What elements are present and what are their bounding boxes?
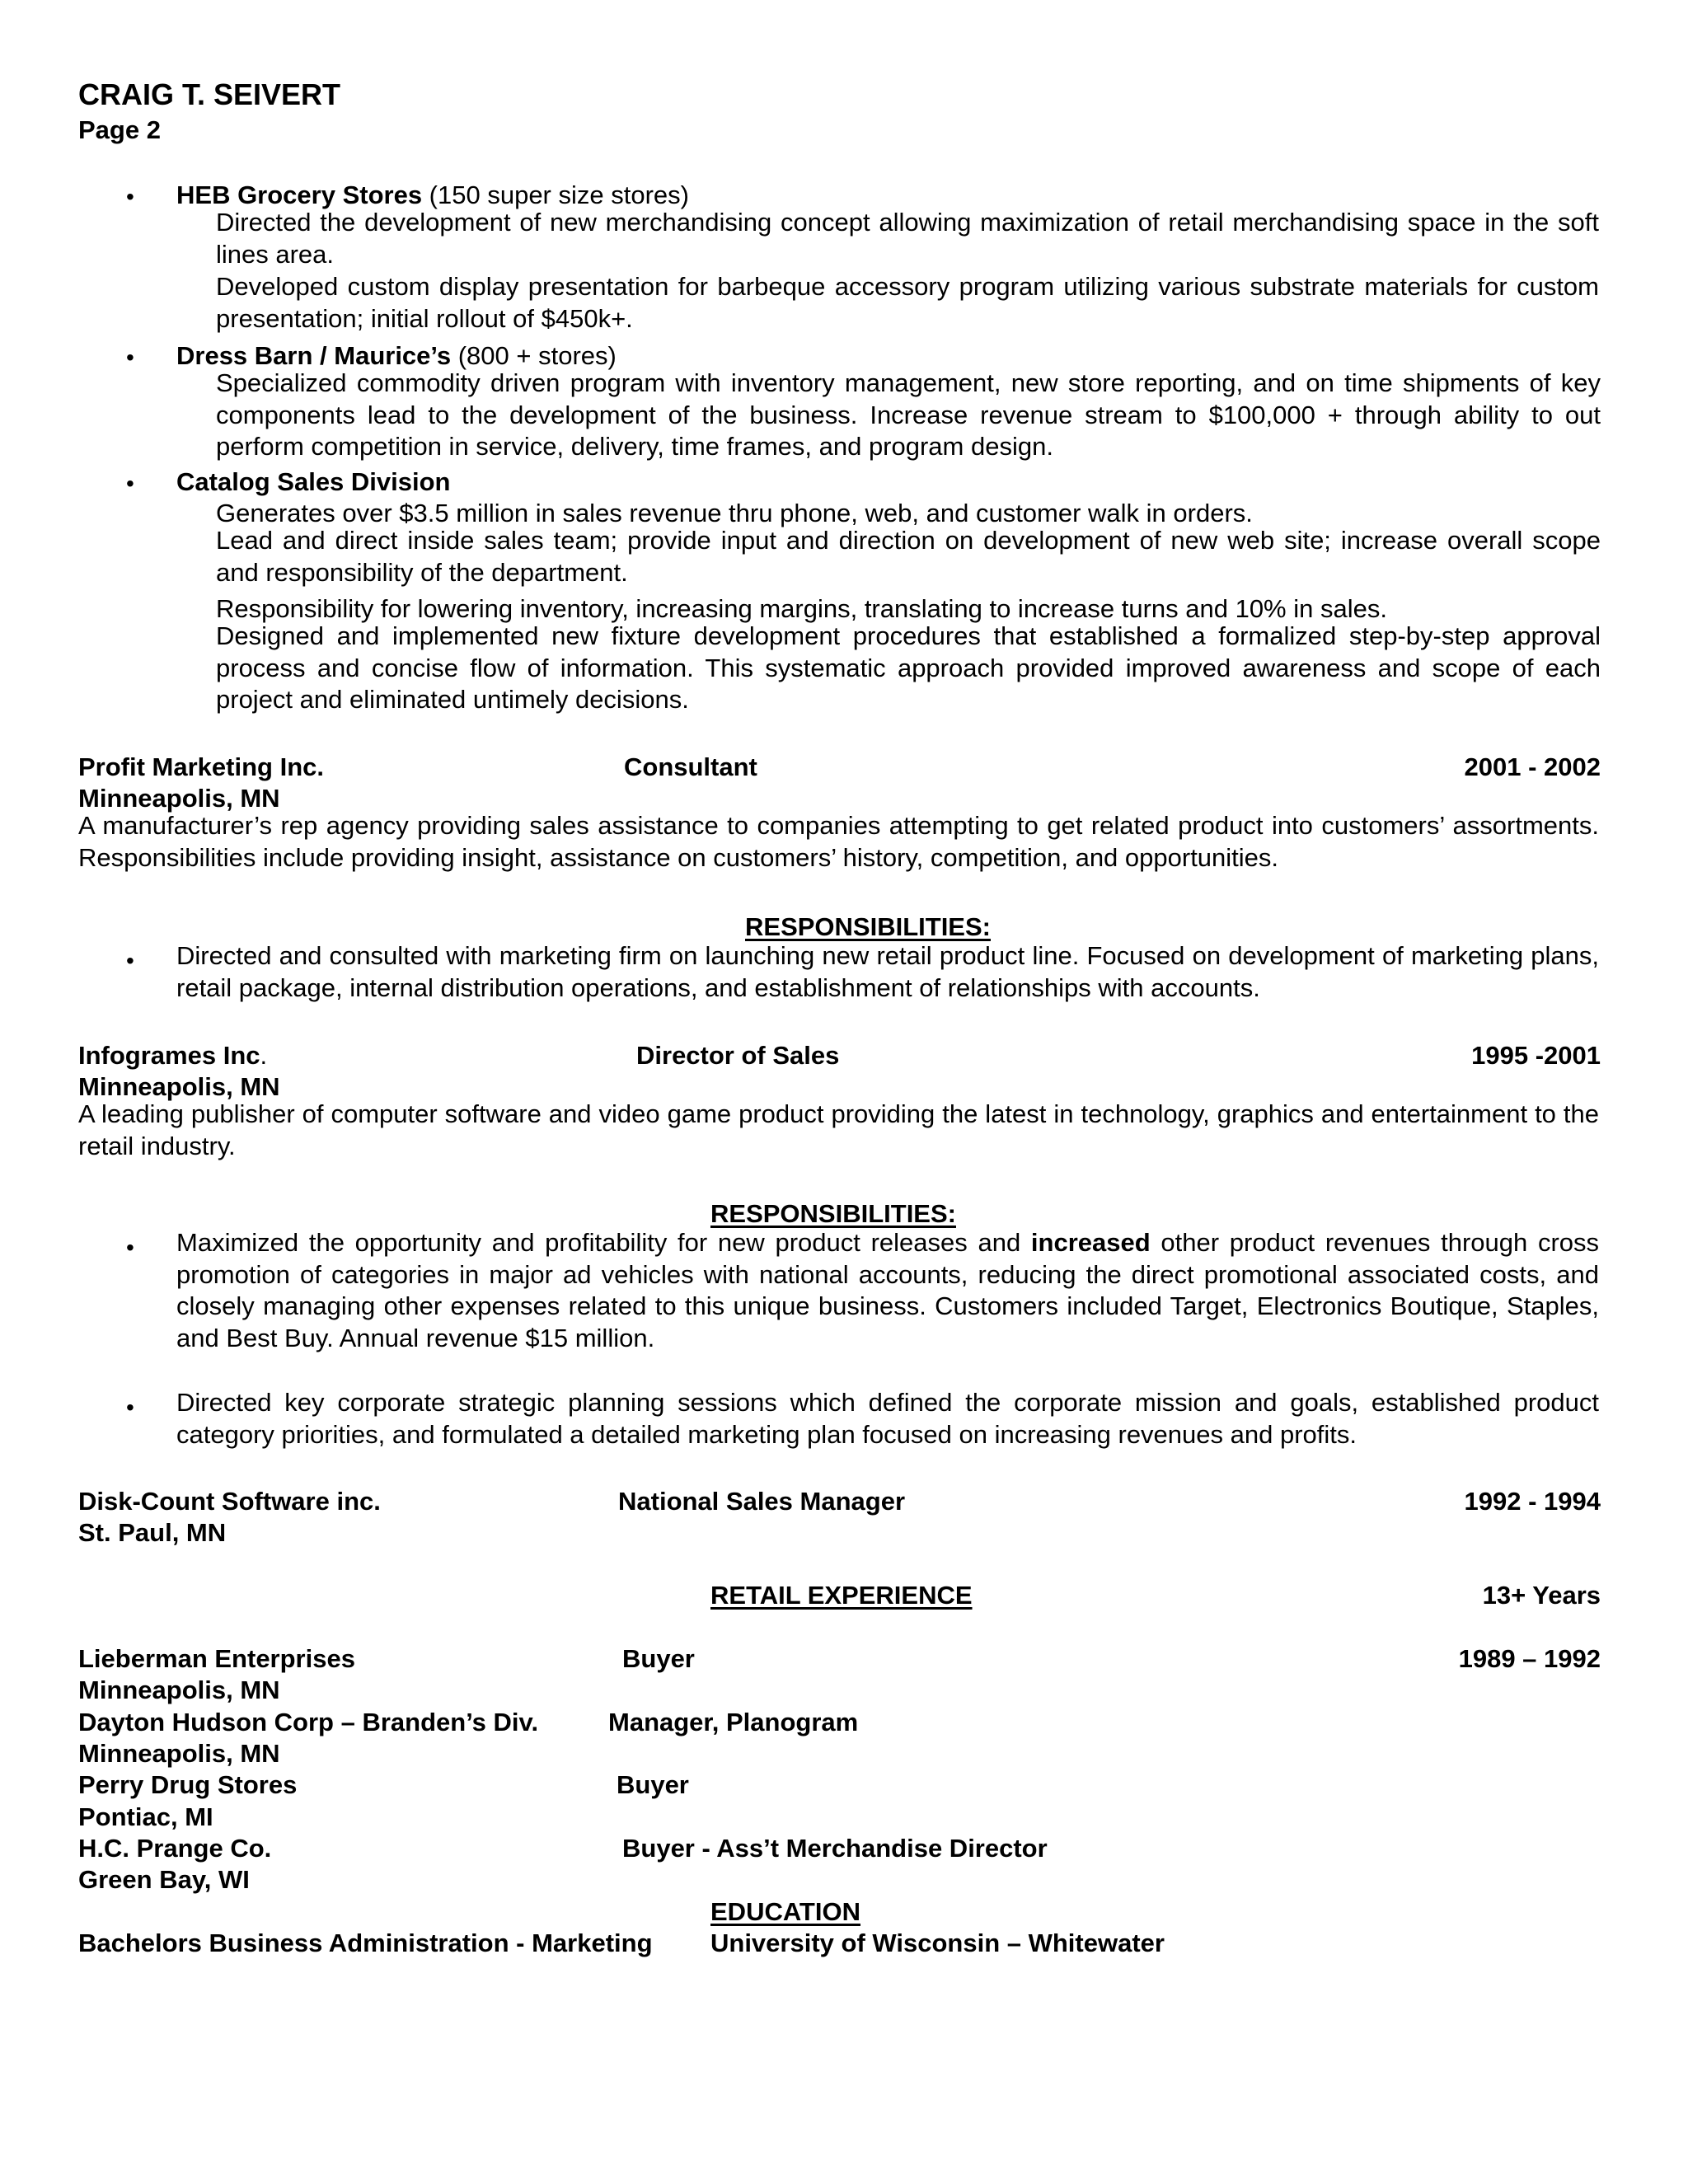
heb-suffix: (150 super size stores): [422, 180, 689, 209]
heb-heading: [176, 182, 689, 208]
job-company: Profit Marketing Inc.: [78, 752, 324, 781]
responsibility-text: other product revenues through cross promotion of categories in major ad vehicles with national accounts, reducing the direct promotional associated costs, and closely managing other expenses related to this unique business. Customers included Target, Electronics Boutique, Staples, and Best Buy. Annual revenue $15 million.: [176, 1228, 1600, 1352]
dressbarn-title: Dress Barn / Maurice’s: [176, 341, 452, 370]
responsibility-item: Directed key corporate strategic planning sessions which defined the corporate mission and goals, established product category priorities, and formulated a detailed marketing plan focused on increasing revenues and profits.: [176, 1388, 1599, 1449]
retail-company: Lieberman Enterprises: [78, 1644, 355, 1673]
job-years: 1995 -2001: [1471, 1041, 1601, 1070]
responsibility-text: Maximized the opportunity and profitability for new product releases and: [176, 1228, 1031, 1257]
retail-company: Dayton Hudson Corp – Branden’s Div.: [78, 1708, 539, 1736]
job-description: A manufacturer’s rep agency providing sales assistance to companies attempting to get related product into customers’ assortments. Responsibilities include providing insight, assistance on customers’ history, competition, and opportunities.: [78, 811, 1599, 872]
retail-heading: RETAIL EXPERIENCE: [710, 1581, 973, 1610]
page-number: Page 2: [78, 115, 161, 144]
responsibility-item: [176, 1227, 1599, 1354]
bullet-icon: •: [126, 948, 134, 973]
retail-location: Pontiac, MI: [78, 1802, 213, 1831]
job-company: [78, 1043, 267, 1068]
catalog-paragraph-3: Responsibility for lowering inventory, increasing margins, translating to increase turns and 10% in sales.: [216, 594, 1387, 623]
job-company: Disk-Count Software inc.: [78, 1487, 381, 1516]
dressbarn-paragraph: Specialized commodity driven program with inventory management, new store reporting, and on time shipments of key components lead to the development of the business. Increase revenue stream to $100,000 + through ability to out perform competition in service, delivery, time frames, and program design.: [216, 368, 1601, 461]
job-location: Minneapolis, MN: [78, 784, 280, 813]
retail-years: 13+ Years: [1482, 1581, 1601, 1610]
education-heading: EDUCATION: [710, 1897, 860, 1926]
retail-location: Minneapolis, MN: [78, 1675, 280, 1704]
retail-role: Buyer: [622, 1644, 695, 1673]
job-location: Minneapolis, MN: [78, 1072, 280, 1101]
retail-location: Minneapolis, MN: [78, 1739, 280, 1768]
job-role: Consultant: [624, 752, 757, 781]
catalog-paragraph-2: Lead and direct inside sales team; provide input and direction on development of new web site; increase overall scope and responsibility of the department.: [216, 526, 1601, 587]
catalog-paragraph-4: Designed and implemented new fixture development procedures that established a formalized step-by-step approval process and concise flow of information. This systematic approach provided improved awareness and scope of each project and eliminated untimely decisions.: [216, 621, 1601, 714]
company-name: Infogrames Inc: [78, 1041, 260, 1070]
education-school: University of Wisconsin – Whitewater: [710, 1929, 1165, 1957]
catalog-line-1: Generates over $3.5 million in sales revenue thru phone, web, and customer walk in orders.: [216, 499, 1253, 527]
heb-title: HEB Grocery Stores: [176, 180, 423, 209]
job-role: Director of Sales: [636, 1041, 840, 1070]
job-location: St. Paul, MN: [78, 1518, 227, 1547]
bullet-icon: •: [126, 1394, 134, 1420]
retail-role: Buyer - Ass’t Merchandise Director: [622, 1834, 1048, 1863]
resume-name: CRAIG T. SEIVERT: [78, 77, 341, 111]
heb-paragraph-1: Directed the development of new merchandising concept allowing maximization of retail merchandising space in the soft lines area.: [216, 208, 1599, 269]
job-role: National Sales Manager: [618, 1487, 906, 1516]
bullet-icon: •: [126, 471, 134, 496]
catalog-title: Catalog Sales Division: [176, 467, 451, 496]
responsibility-item: Directed and consulted with marketing firm on launching new retail product line. Focused on development of marketing plans, retail package, internal distribution operations, and establishment of relationships with accounts.: [176, 941, 1599, 1002]
bullet-icon: •: [126, 344, 134, 370]
bullet-icon: •: [126, 184, 134, 209]
education-degree: Bachelors Business Administration - Marketing: [78, 1929, 653, 1957]
job-years: 2001 - 2002: [1464, 752, 1601, 781]
responsibility-emphasis: increased: [1030, 1228, 1151, 1257]
retail-role: Buyer: [617, 1770, 689, 1799]
bullet-icon: •: [126, 1235, 134, 1260]
retail-location: Green Bay, WI: [78, 1865, 250, 1894]
dressbarn-heading: [176, 343, 617, 368]
job-years: 1992 - 1994: [1464, 1487, 1601, 1516]
dressbarn-suffix: (800 + stores): [451, 341, 617, 370]
retail-company: Perry Drug Stores: [78, 1770, 298, 1799]
job-description: A leading publisher of computer software and video game product providing the latest in technology, graphics and entertainment to the retail industry.: [78, 1099, 1599, 1160]
retail-role: Manager, Planogram: [608, 1708, 859, 1736]
responsibilities-heading: RESPONSIBILITIES:: [710, 1199, 956, 1228]
company-name-suffix: .: [260, 1041, 268, 1070]
retail-entry-years: 1989 – 1992: [1458, 1644, 1601, 1673]
retail-company: H.C. Prange Co.: [78, 1834, 272, 1863]
heb-paragraph-2: Developed custom display presentation for barbeque accessory program utilizing various substrate materials for custom presentation; initial rollout of $450k+.: [216, 272, 1599, 333]
responsibilities-heading: RESPONSIBILITIES:: [745, 912, 991, 941]
